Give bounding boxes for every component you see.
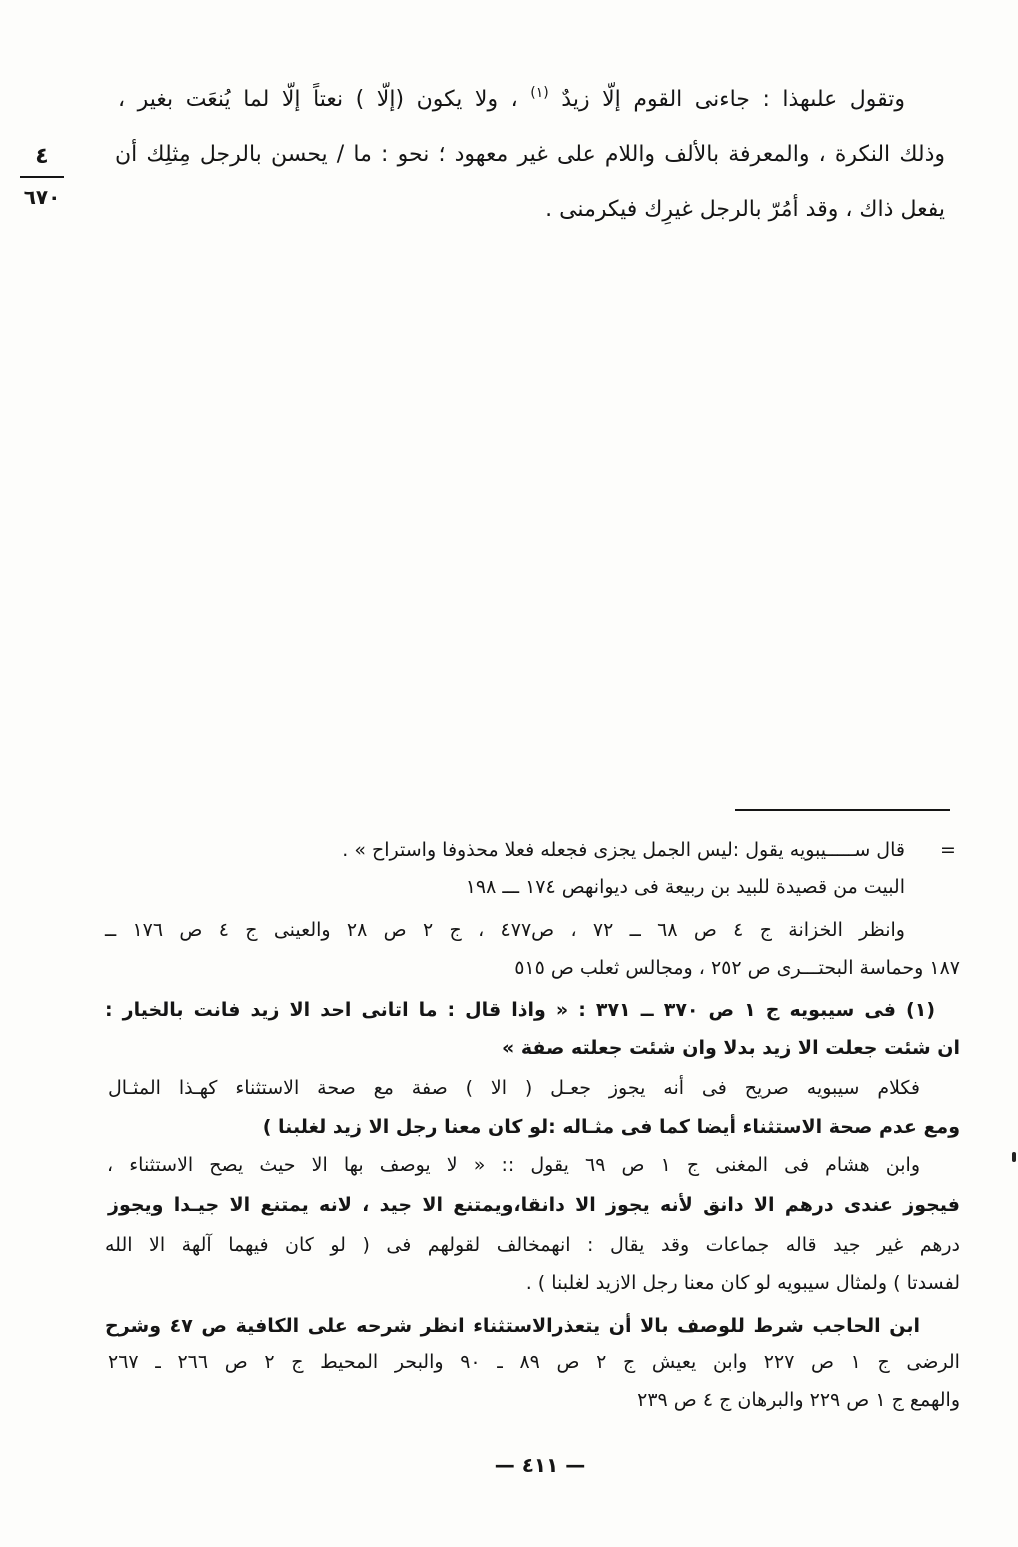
footnote-line: الرضى ج ١ ص ٢٢٧ وابن يعيش ج ٢ ص ٨٩ ـ ٩٠ والبحر المحيط ج ٢ ص ٢٦٦ ـ ٢٦٧ — [108, 1351, 960, 1373]
footnote-line: درهم غير جيد قاله جماعات وقد يقال : انهمخالف لقولهم فى ( لو كان فيهما آلهة الا الله — [105, 1234, 960, 1256]
footnote-line: وانظر الخزانة ج ٤ ص ٦٨ ــ ٧٢ ، ص٤٧٧ ، ج ٢ ص ٢٨ والعينى ج ٤ ص ١٧٦ ــ — [105, 919, 905, 941]
folio-divider — [20, 176, 64, 178]
footnote-line: فكلام سيبويه صريح فى أنه يجوز جعـل ( الا ) صفة مع صحة الاستثناء كهـذا المثـال — [108, 1077, 920, 1099]
footnote-line: (١) فى سيبويه ج ١ ص ٣٧٠ ــ ٣٧١ : « واذا قال : ما اتانى احد الا زيد فانت بالخيار : — [105, 999, 936, 1021]
footnote-separator — [735, 809, 950, 811]
main-text-segment: ، ولا يكون (إلّا ) نعتاً إلّا لما يُنعَت بغير ، — [118, 87, 518, 112]
continuation-marker: = — [940, 839, 956, 861]
main-text-line — [118, 75, 905, 125]
page-number: — ٤١١ — — [494, 1453, 586, 1477]
footnote-line: فيجوز عندى درهم الا دانق لأنه يجوز الا دانقا،ويمتنع الا جيد ، لانه يمتنع الا جيـدا ويجوز — [108, 1194, 960, 1216]
footnote-line: وابن هشام فى المغنى ج ١ ص ٦٩ يقول :: « لا يوصف بها الا حيث يصح الاستثناء ، — [107, 1154, 920, 1176]
footnote-line: قال ســـــيبويه يقول :ليس الجمل يجزى فجعله فعلا محذوفا واستراح » . — [342, 839, 905, 861]
folio-numerator: ٤ — [35, 144, 49, 169]
footnote-line: ومع عدم صحة الاستثناء أيضا كما فى مثـاله :لو كان معنا رجل الا زيد لغلبنا ) — [262, 1116, 960, 1138]
footnote-line: لفسدتا ) ولمثال سيبويه لو كان معنا رجل الازيد لغلبنا ) . — [525, 1272, 960, 1294]
scan-speck — [1012, 1152, 1016, 1162]
footnote-line: ابن الحاجب شرط للوصف بالا أن يتعذرالاستثناء انظر شرحه على الكافية ص ٤٧ وشرح — [105, 1315, 921, 1337]
main-text-segment: وتقول علىهذا : جاءنى القوم إلّا زيدٌ — [561, 87, 906, 112]
footnote-line: ان شئت جعلت الا زيد بدلا وان شئت جعلته صفة » — [501, 1037, 960, 1059]
footnote-line: البيت من قصيدة للبيد بن ربيعة فى ديوانهص ١٧٤ ـــ ١٩٨ — [465, 876, 905, 898]
footnote-reference: (١) — [530, 85, 549, 101]
footnote-line: والهمع ج ١ ص ٢٢٩ والبرهان ج ٤ ص ٢٣٩ — [637, 1389, 960, 1411]
main-text-line: يفعل ذاك ، وقد أمُرّ بالرجل غيرِك فيكرمنى . — [545, 197, 945, 222]
main-text-line: وذلك النكرة ، والمعرفة بالألف واللام على غير معهود ؛ نحو : ما / يحسن بالرجل مِثلِك أن — [115, 142, 945, 167]
footnote-line: ١٨٧ وحماسة البحتـــرى ص ٢٥٢ ، ومجالس ثعلب ص ٥١٥ — [514, 957, 960, 979]
folio-denominator: ٦٧٠ — [23, 185, 61, 209]
